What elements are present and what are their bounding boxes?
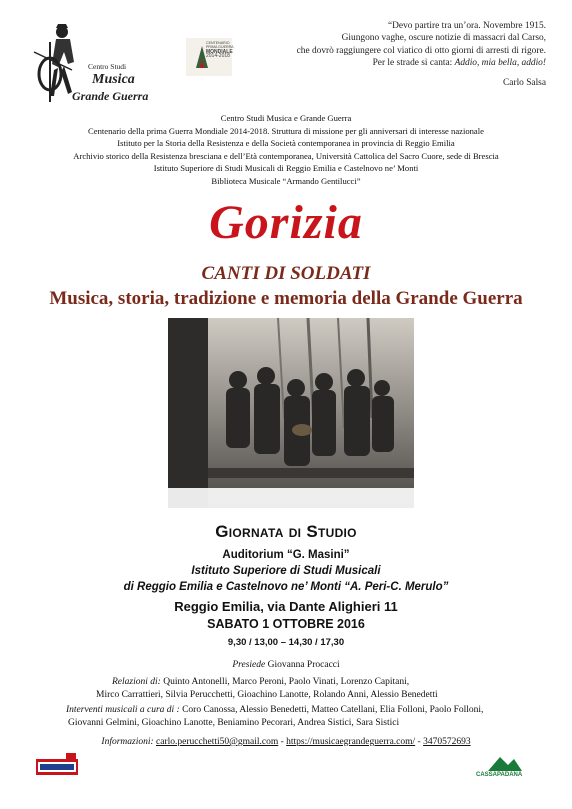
- soldiers-photo-image: [168, 318, 414, 508]
- info-line: [0, 737, 572, 747]
- subtitle-musica: Musica, storia, tradizione e memoria della Grande Guerra: [49, 288, 523, 309]
- institution-line: Centenario della prima Guerra Mondiale 2014-2018. Struttura di missione per gli anniversari di interesse nazionale: [88, 125, 484, 136]
- sponsor-left-icon: [36, 753, 78, 775]
- institution-line: Centro Studi Musica e Grande Guerra: [220, 113, 352, 123]
- interventi-names-1: Coro Canossa, Alessio Benedetti, Matteo Catellani, Elia Folloni, Paolo Folloni,: [182, 705, 484, 715]
- cassapadana-icon: [474, 751, 534, 773]
- institutions-list: [0, 112, 572, 187]
- info-separator: -: [278, 737, 287, 747]
- cassapadana-logo: [474, 751, 534, 781]
- cassapadana-text: CASSAPADANA: [476, 772, 523, 778]
- logo-line-1: Centro Studi: [88, 62, 127, 71]
- relazioni-line-1: [66, 676, 536, 689]
- logo-line-3: Grande Guerra: [72, 89, 149, 103]
- institution-line: Biblioteca Musicale “Armando Gentilucci”: [211, 175, 361, 186]
- quote-line-4: [206, 57, 546, 69]
- quote-line-2: Giungono vaghe, oscure notizie di massacri dal Carso,: [341, 33, 546, 44]
- event-date: SABATO 1 OTTOBRE 2016: [207, 617, 365, 631]
- website-link[interactable]: https://musicaegrandeguerra.com/: [286, 737, 416, 747]
- institution-line: Archivio storico della Resistenza bresciana e dell’Età contemporanea, Università Cattolica del Sacro Cuore, sede di Brescia: [73, 150, 499, 161]
- relazioni-block: [66, 676, 536, 701]
- relazioni-names-2: Mirco Carrattieri, Silvia Perucchetti, Gioachino Lanotte, Rolando Anni, Alessio Benedetti: [96, 689, 438, 700]
- quote-line-1: “Devo partire tra un’ora. Novembre 1915.: [387, 21, 546, 31]
- soldiers-photo: [168, 318, 414, 508]
- relazioni-label: Relazioni di:: [112, 677, 161, 687]
- presiede-label: Presiede: [232, 660, 266, 670]
- centenario-line-4: 2014-2018: [206, 53, 230, 60]
- info-separator: -: [415, 737, 424, 747]
- quote-line-4-italic: Addio, mia bella, addio!: [454, 58, 546, 69]
- sponsor-logo-left: [36, 753, 78, 775]
- presiede-name: Giovanna Procacci: [267, 660, 340, 670]
- venue-address: Reggio Emilia, via Dante Alighieri 11: [174, 599, 398, 614]
- event-times: 9,30 / 13,00 – 14,30 / 17,30: [227, 637, 345, 648]
- relazioni-names-1: Quinto Antonelli, Marco Peroni, Paolo Vinati, Lorenzo Capitani,: [163, 677, 410, 687]
- centenario-line-2: PRIMA GUERRA: [206, 45, 234, 50]
- centenario-line-1: CENTENARIO: [206, 41, 230, 45]
- interventi-label: Interventi musicali a cura di :: [66, 705, 180, 715]
- venue-auditorium: Auditorium “G. Masini”: [222, 549, 350, 561]
- email-link[interactable]: carlo.perucchetti50@gmail.com: [156, 737, 279, 747]
- institution-line: Istituto Superiore di Studi Musicali di Reggio Emilia e Castelnovo ne’ Monti: [153, 163, 419, 173]
- centenario-line-3: MONDIALE: [206, 48, 233, 55]
- phone-link[interactable]: 3470572693: [423, 737, 471, 747]
- page-title: Gorizia: [209, 196, 363, 249]
- quote-author: Carlo Salsa: [503, 77, 546, 88]
- giornata-heading: Giornata di Studio: [215, 522, 357, 541]
- logo-line-2: Musica: [92, 72, 135, 87]
- presiede-line: [0, 660, 572, 670]
- interventi-names-2: Giovanni Gelmini, Gioachino Lanotte, Beniamino Pecorari, Andrea Sistici, Sara Sistici: [68, 717, 400, 728]
- subtitle-canti: CANTI DI SOLDATI: [201, 263, 371, 284]
- institution-line: Istituto per la Storia della Resistenza e della Società contemporanea in provincia di Reggio Emilia: [117, 138, 455, 148]
- venue-institute-location: di Reggio Emilia e Castelnovo ne’ Monti “A. Peri-C. Merulo”: [123, 581, 449, 593]
- info-label: Informazioni:: [101, 737, 154, 747]
- interventi-line-1: [66, 704, 546, 717]
- venue-institute: Istituto Superiore di Studi Musicali: [191, 565, 381, 577]
- quote-line-4-prefix: Per le strade si canta:: [372, 58, 455, 69]
- quote-block: [206, 20, 546, 89]
- quote-line-3: che dovrò raggiungere col viatico di otto giorni di arresti di rigore.: [296, 45, 546, 56]
- interventi-block: [66, 704, 546, 729]
- musica-grande-guerra-logo: [28, 22, 149, 108]
